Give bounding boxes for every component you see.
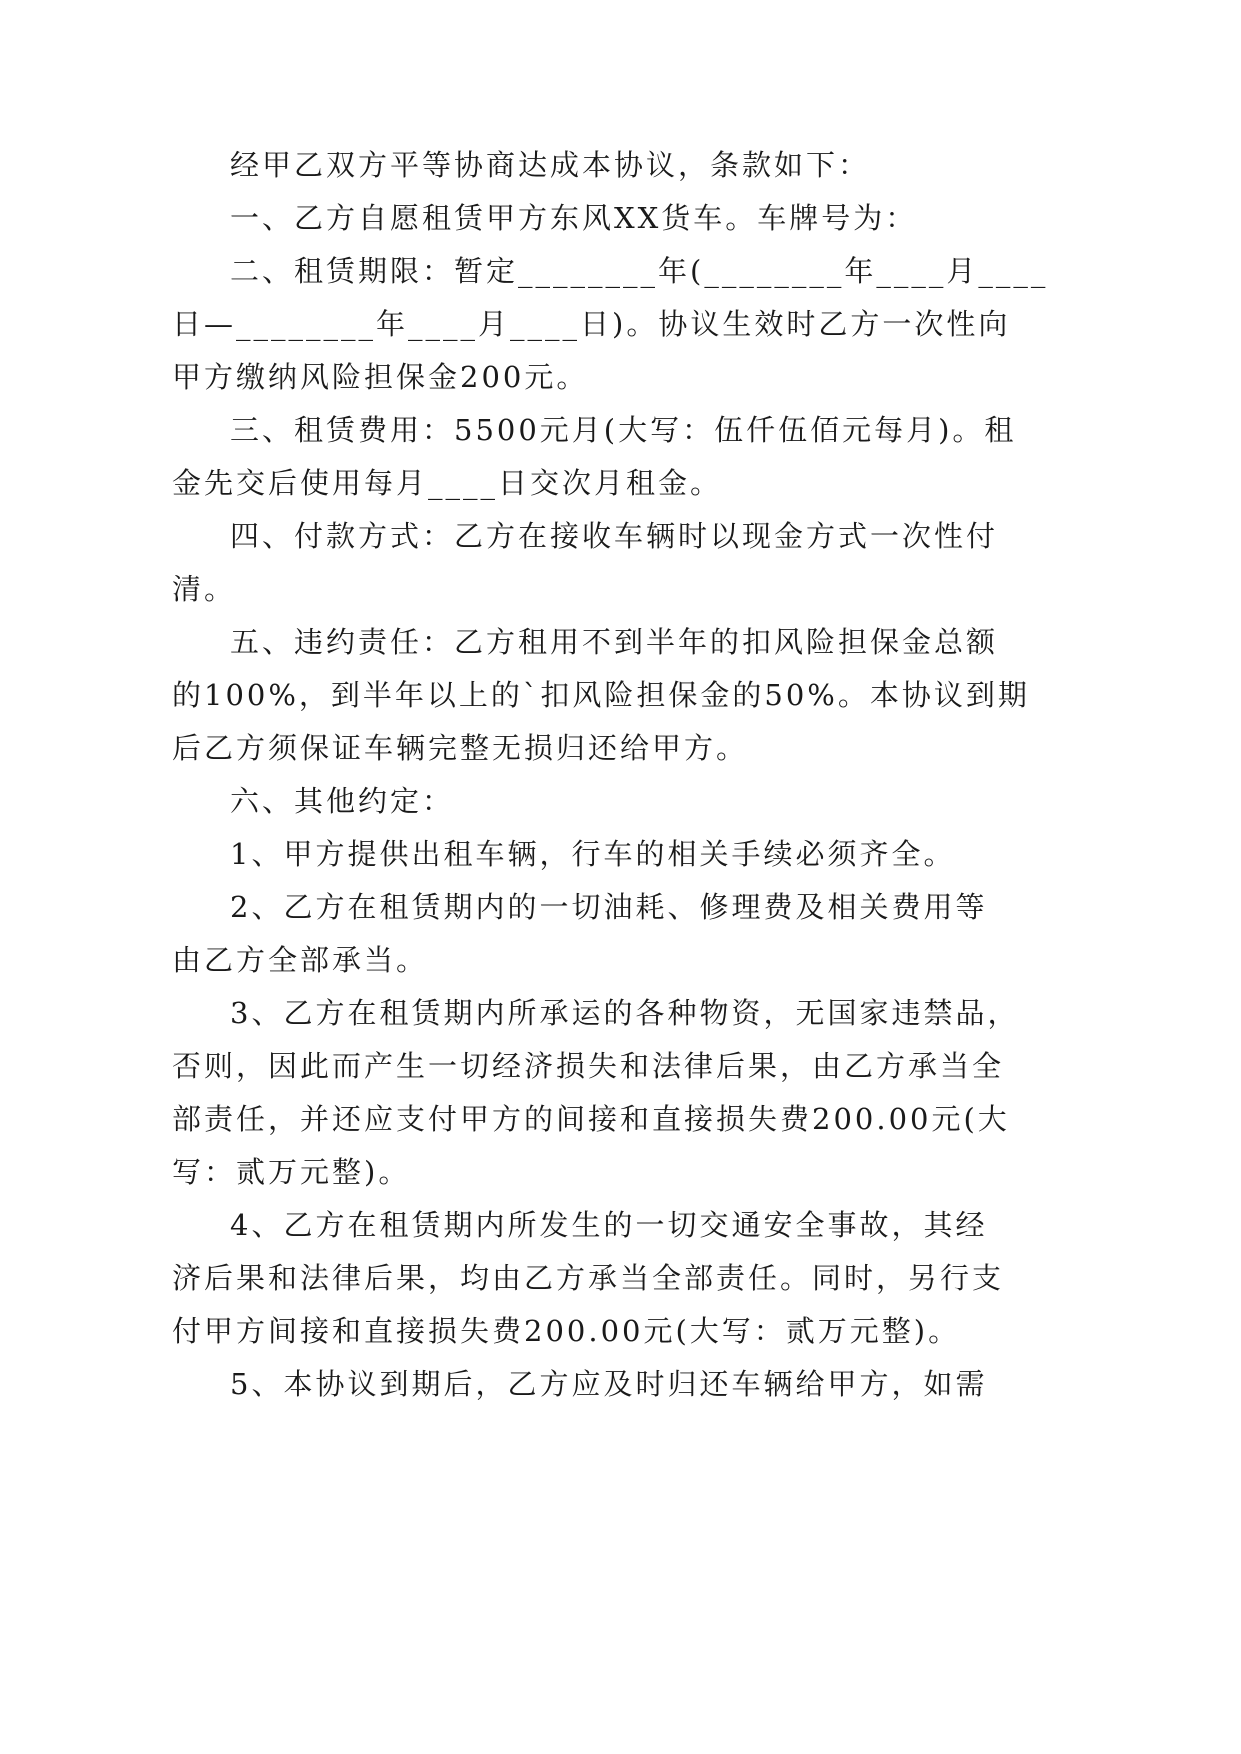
- text-line: 二、租赁期限：暂定________年(________年____月____: [230, 254, 1049, 288]
- text-line: 付甲方间接和直接损失费200.00元(大写：贰万元整)。: [172, 1314, 961, 1348]
- text-line: 4、乙方在租赁期内所发生的一切交通安全事故，其经: [230, 1208, 988, 1242]
- text-line: 5、本协议到期后，乙方应及时归还车辆给甲方，如需: [230, 1367, 988, 1401]
- text-line: 五、违约责任：乙方租用不到半年的扣风险担保金总额: [230, 625, 999, 659]
- text-line: 由乙方全部承当。: [172, 943, 429, 977]
- text-line: 清。: [172, 572, 237, 606]
- text-line: 六、其他约定：: [230, 784, 455, 818]
- text-line: 1、甲方提供出租车辆，行车的相关手续必须齐全。: [230, 837, 956, 871]
- text-line: 甲方缴纳风险担保金200元。: [172, 360, 589, 394]
- text-line: 部责任，并还应支付甲方的间接和直接损失费200.00元(大: [172, 1102, 1010, 1136]
- text-line: 三、租赁费用：5500元月(大写：伍仟伍佰元每月)。租: [230, 413, 1017, 447]
- text-line: 写：贰万元整)。: [172, 1155, 411, 1189]
- text-line: 后乙方须保证车辆完整无损归还给甲方。: [172, 731, 749, 765]
- text-line: 2、乙方在租赁期内的一切油耗、修理费及相关费用等: [230, 890, 988, 924]
- text-line: 的100%，到半年以上的`扣风险担保金的50%。本协议到期: [172, 678, 1030, 712]
- text-line: 一、乙方自愿租赁甲方东风XX货车。车牌号为：: [230, 201, 918, 235]
- text-line: 济后果和法律后果，均由乙方承当全部责任。同时，另行支: [172, 1261, 1005, 1295]
- text-line: 四、付款方式：乙方在接收车辆时以现金方式一次性付: [230, 519, 999, 553]
- text-line: 经甲乙双方平等协商达成本协议，条款如下：: [230, 148, 871, 182]
- text-line: 否则，因此而产生一切经济损失和法律后果，由乙方承当全: [172, 1049, 1005, 1083]
- text-line: 3、乙方在租赁期内所承运的各种物资，无国家违禁品，: [230, 996, 1020, 1030]
- text-line: 金先交后使用每月____日交次月租金。: [172, 466, 723, 500]
- text-line: 日—________年____月____日)。协议生效时乙方一次性向: [172, 307, 1011, 341]
